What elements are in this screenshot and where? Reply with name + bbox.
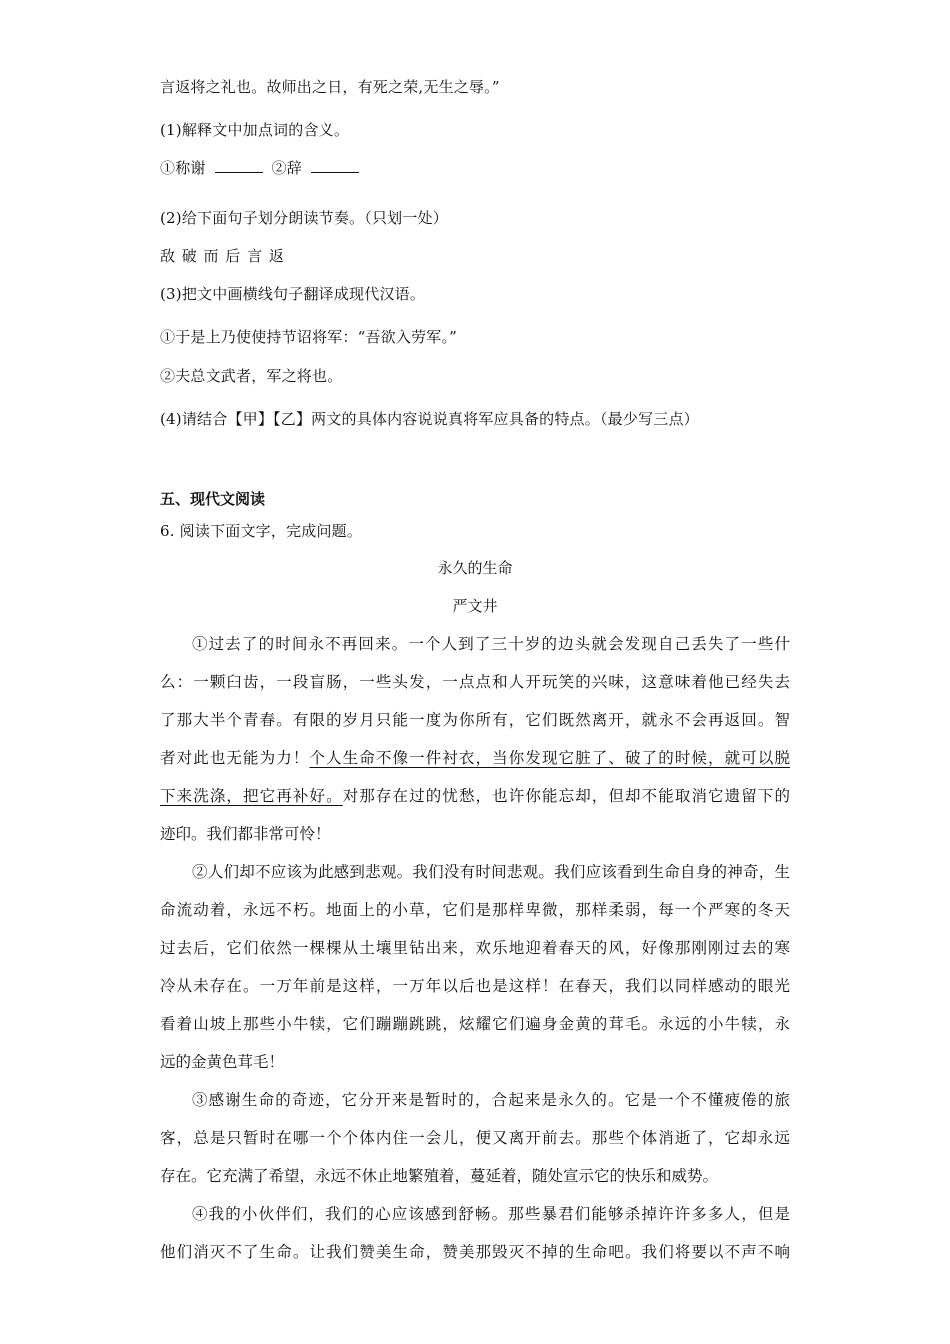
passage-line: ②人们却不应该为此感到悲观。我们没有时间悲观。我们应该看到生命自身的神奇，生 [192,863,790,881]
underlined-sentence: 下来洗涤，把它再补好。 [160,787,343,805]
question-3-item-a: ①于是上乃使使持节诏将军：“吾欲入劳军。” [160,328,458,346]
passage-line: 客，总是只暂时在哪一个个体内住一会儿，便又离开前去。那些个体消逝了，它却永远 [160,1129,790,1147]
passage-line: 迹印。我们都非常可怜！ [160,825,331,843]
article-title: 永久的生命 [437,559,513,577]
passage-line: 冷从未存在。一万年前是这样，一万年以后也是这样！在春天，我们以同样感动的眼光 [160,977,790,995]
question-4-prompt: (4)请结合【甲】【乙】两文的具体内容说说真将军应具备的特点。（最少写三点） [160,410,699,428]
passage-line: 他们消灭不了生命。让我们赞美生命，赞美那毁灭不掉的生命吧。我们将要以不声不响 [160,1243,790,1261]
passage-line: 命流动着，永远不朽。地面上的小草，它们是那样卑微，那样柔弱，每一个严寒的冬天 [160,901,790,919]
question-3-item-b: ②夫总文武者，军之将也。 [160,367,343,385]
article-author: 严文井 [452,597,498,615]
answer-blank-a[interactable] [215,158,263,173]
carry-over-line: 言返将之礼也。故师出之日，有死之荣,无生之辱。” [160,78,500,96]
passage-line [160,746,790,768]
passage-line: 存在。它充满了希望，永远不休止地繁殖着，蔓延着，随处宣示它的快乐和威势。 [160,1167,719,1185]
question-1-items [160,157,363,178]
passage-text: 对那存在过的忧愁，也许你能忘却，但却不能取消它遗留下的 [342,787,790,805]
question-6-intro: 6. 阅读下面文字，完成问题。 [160,522,363,540]
passage-line: 过去后，它们依然一棵棵从土壤里钻出来，欢乐地迎着春天的风，好像那刚刚过去的寒 [160,939,790,957]
question-1-item-b: ②辞 [271,159,302,177]
section-5-title: 五、现代文阅读 [160,490,266,508]
passage-line: 看着山坡上那些小牛犊，它们蹦蹦跳跳，炫耀它们遍身金黄的茸毛。永远的小牛犊，永 [160,1015,790,1033]
question-1-item-a: ①称谢 [160,159,206,177]
underlined-sentence: 个人生命不像一件衬衣，当你发现它脏了、破了的时候，就可以脱 [309,749,790,767]
passage-line: 远的金黄色茸毛！ [160,1053,285,1071]
passage-line: 了那大半个青春。有限的岁月只能一度为你所有，它们既然离开，就永不会再返回。智 [160,711,790,729]
question-1-prompt: (1)解释文中加点词的含义。 [160,121,350,139]
question-2-prompt: (2)给下面句子划分朗读节奏。（只划一处） [160,209,448,227]
answer-blank-b[interactable] [311,158,359,173]
passage-text: 者对此也无能为力！ [160,749,310,767]
passage-line: ④我的小伙伴们，我们的心应该感到舒畅。那些暴君们能够杀掉许许多多人，但是 [192,1205,790,1223]
question-3-prompt: (3)把文中画横线句子翻译成现代汉语。 [160,285,426,303]
question-2-sentence: 敌 破 而 后 言 返 [160,247,285,265]
passage-line [160,784,790,806]
passage-line: ①过去了的时间永不再回来。一个人到了三十岁的边头就会发现自己丢失了一些什 [192,635,790,653]
passage-line: ③感谢生命的奇迹，它分开来是暂时的，合起来是永久的。它是一个不懂疲倦的旅 [192,1091,790,1109]
passage-line: 么：一颗臼齿，一段盲肠，一些头发，一点点和人开玩笑的兴味，这意味着他已经失去 [160,673,790,691]
